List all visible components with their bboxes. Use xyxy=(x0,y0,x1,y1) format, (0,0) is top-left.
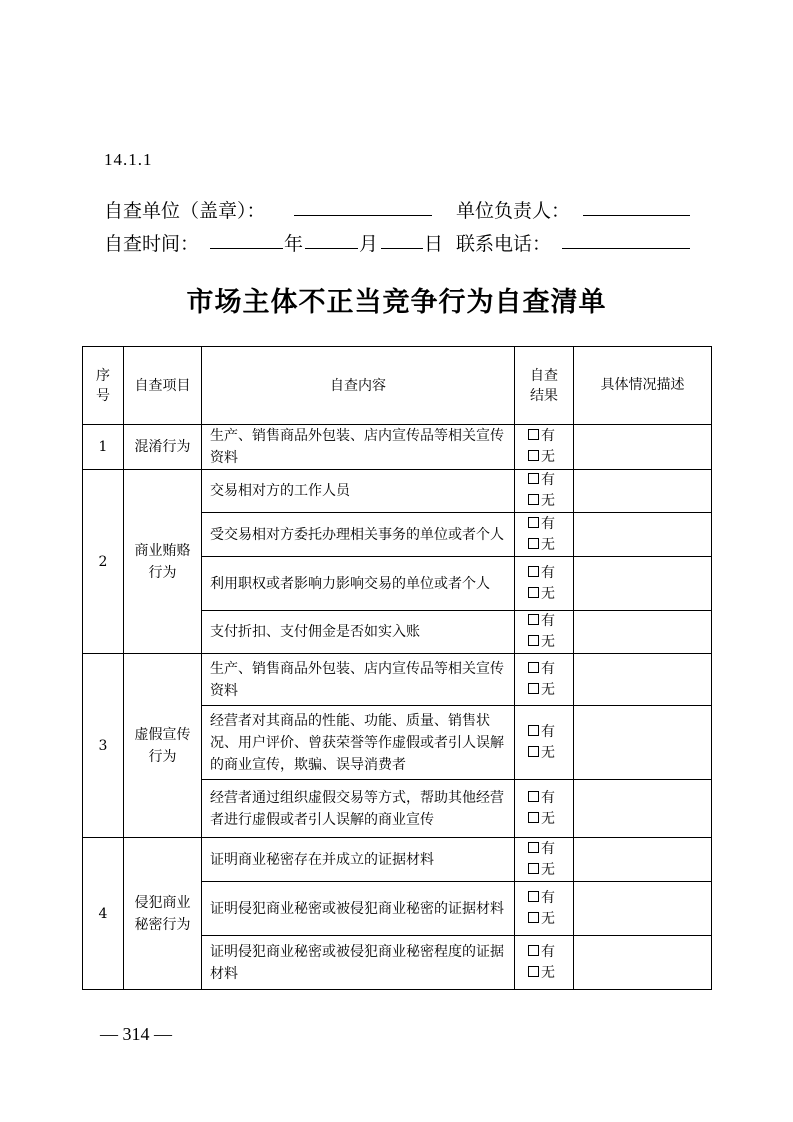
leader-blank[interactable] xyxy=(583,215,690,216)
result-option-no[interactable] xyxy=(528,743,573,764)
checklist-table xyxy=(82,346,712,990)
year-blank[interactable] xyxy=(210,248,283,249)
row-description[interactable] xyxy=(574,425,712,470)
time-label: 自查时间： xyxy=(104,233,200,255)
row-description[interactable] xyxy=(574,470,712,513)
option-label: 有 xyxy=(541,515,555,532)
row-item-text: 混淆行为 xyxy=(134,439,191,455)
result-option-yes[interactable] xyxy=(528,788,573,809)
row-description[interactable] xyxy=(574,706,712,780)
result-option-no[interactable] xyxy=(528,447,573,468)
result-option-no[interactable] xyxy=(528,584,573,605)
result-option-yes[interactable] xyxy=(528,888,573,909)
checkbox-icon[interactable] xyxy=(528,635,539,646)
option-label: 有 xyxy=(541,472,555,488)
checkbox-icon[interactable] xyxy=(528,473,539,484)
row-result xyxy=(515,936,574,990)
header-content: 自查内容 xyxy=(202,347,515,425)
checkbox-icon[interactable] xyxy=(528,842,539,853)
result-option-yes[interactable] xyxy=(528,659,573,680)
row-description[interactable] xyxy=(574,780,712,838)
header-seq xyxy=(83,347,124,425)
header-result-text: 自查结果 xyxy=(530,367,558,404)
result-option-yes[interactable] xyxy=(528,563,573,584)
row-content: 证明侵犯商业秘密或被侵犯商业秘密程度的证据材料 xyxy=(202,936,515,990)
result-option-yes[interactable] xyxy=(528,426,573,447)
checkbox-icon[interactable] xyxy=(528,517,539,528)
row-result xyxy=(515,838,574,882)
day-label: 日 xyxy=(424,233,444,255)
checkbox-icon[interactable] xyxy=(528,683,539,694)
result-option-no[interactable] xyxy=(528,963,573,984)
row-content: 生产、销售商品外包装、店内宣传品等相关宣传资料 xyxy=(202,654,515,706)
option-label: 有 xyxy=(541,943,555,960)
option-label: 有 xyxy=(541,789,555,806)
row-result xyxy=(515,425,574,470)
row-description[interactable] xyxy=(574,557,712,611)
option-label: 无 xyxy=(541,810,555,827)
row-result xyxy=(515,470,574,513)
year-label: 年 xyxy=(284,233,304,255)
result-option-yes[interactable] xyxy=(528,839,573,860)
option-label: 有 xyxy=(541,889,555,906)
option-label: 无 xyxy=(541,536,555,553)
row-result xyxy=(515,654,574,706)
page-number: — 314 — xyxy=(100,1024,172,1044)
checkbox-icon[interactable] xyxy=(528,863,539,874)
result-option-no[interactable] xyxy=(528,491,573,512)
table-body xyxy=(83,425,712,990)
row-seq: 1 xyxy=(83,425,124,470)
option-label: 无 xyxy=(541,493,555,509)
header-row xyxy=(83,347,712,425)
checkbox-icon[interactable] xyxy=(528,429,539,440)
checkbox-icon[interactable] xyxy=(528,662,539,673)
section-number: 14.1.1 xyxy=(104,150,153,169)
result-option-no[interactable] xyxy=(528,535,573,556)
checkbox-icon[interactable] xyxy=(528,566,539,577)
document-title: 市场主体不正当竞争行为自查清单 xyxy=(186,287,607,318)
row-content: 证明侵犯商业秘密或被侵犯商业秘密的证据材料 xyxy=(202,882,515,936)
checkbox-icon[interactable] xyxy=(528,791,539,802)
header-desc: 具体情况描述 xyxy=(574,347,712,425)
row-description[interactable] xyxy=(574,838,712,882)
month-label: 月 xyxy=(359,233,379,255)
checkbox-icon[interactable] xyxy=(528,746,539,757)
checkbox-icon[interactable] xyxy=(528,891,539,902)
table-row xyxy=(83,838,712,882)
option-label: 无 xyxy=(541,681,555,698)
option-label: 有 xyxy=(541,723,555,740)
row-seq: 2 xyxy=(83,470,124,654)
row-result xyxy=(515,611,574,654)
row-content: 生产、销售商品外包装、店内宣传品等相关宣传资料 xyxy=(202,425,515,470)
table-row xyxy=(83,654,712,706)
checkbox-icon[interactable] xyxy=(528,614,539,625)
option-label: 有 xyxy=(541,428,555,444)
option-label: 有 xyxy=(541,613,555,629)
row-content: 经营者通过组织虚假交易等方式，帮助其他经营者进行虚假或者引人误解的商业宣传 xyxy=(202,780,515,838)
header-seq-text: 序号 xyxy=(96,367,110,404)
result-option-no[interactable] xyxy=(528,680,573,701)
option-label: 无 xyxy=(541,744,555,761)
row-description[interactable] xyxy=(574,654,712,706)
option-label: 无 xyxy=(541,449,555,465)
row-seq: 3 xyxy=(83,654,124,838)
result-option-yes[interactable] xyxy=(528,611,573,632)
row-item xyxy=(124,425,202,470)
row-result xyxy=(515,780,574,838)
row-result xyxy=(515,557,574,611)
row-description[interactable] xyxy=(574,936,712,990)
option-label: 无 xyxy=(541,910,555,927)
unit-blank[interactable] xyxy=(294,215,432,216)
option-label: 有 xyxy=(541,840,555,857)
result-option-no[interactable] xyxy=(528,860,573,881)
month-blank[interactable] xyxy=(305,248,358,249)
row-description[interactable] xyxy=(574,882,712,936)
row-item xyxy=(124,470,202,654)
table-row xyxy=(83,425,712,470)
row-content: 利用职权或者影响力影响交易的单位或者个人 xyxy=(202,557,515,611)
option-label: 无 xyxy=(541,634,555,650)
row-result xyxy=(515,706,574,780)
row-item xyxy=(124,654,202,838)
row-content: 受交易相对方委托办理相关事务的单位或者个人 xyxy=(202,513,515,557)
result-option-yes[interactable] xyxy=(528,942,573,963)
option-label: 无 xyxy=(541,585,555,602)
unit-label: 自查单位（盖章）： xyxy=(104,200,266,222)
row-item-text: 侵犯商业秘密行为 xyxy=(134,894,191,933)
option-label: 无 xyxy=(541,964,555,981)
checkbox-icon[interactable] xyxy=(528,912,539,923)
result-option-no[interactable] xyxy=(528,809,573,830)
row-item-text: 商业贿赂行为 xyxy=(134,542,191,581)
option-label: 有 xyxy=(541,660,555,677)
row-item xyxy=(124,838,202,990)
row-result xyxy=(515,513,574,557)
result-option-yes[interactable] xyxy=(528,470,573,491)
row-content: 交易相对方的工作人员 xyxy=(202,470,515,513)
result-option-yes[interactable] xyxy=(528,514,573,535)
row-description[interactable] xyxy=(574,513,712,557)
phone-blank[interactable] xyxy=(562,248,690,249)
row-content: 经营者对其商品的性能、功能、质量、销售状况、用户评价、曾获荣誉等作虚假或者引人误解的商业宣传，欺骗、误导消费者 xyxy=(202,706,515,780)
result-option-no[interactable] xyxy=(528,632,573,653)
checkbox-icon[interactable] xyxy=(528,725,539,736)
row-seq: 4 xyxy=(83,838,124,990)
row-content: 证明商业秘密存在并成立的证据材料 xyxy=(202,838,515,882)
result-option-no[interactable] xyxy=(528,909,573,930)
result-option-yes[interactable] xyxy=(528,722,573,743)
row-content: 支付折扣、支付佣金是否如实入账 xyxy=(202,611,515,654)
row-item-text: 虚假宣传行为 xyxy=(134,726,191,765)
checkbox-icon[interactable] xyxy=(528,494,539,505)
table-row xyxy=(83,470,712,513)
header-result xyxy=(515,347,574,425)
leader-label: 单位负责人： xyxy=(456,200,571,222)
option-label: 无 xyxy=(541,861,555,878)
phone-label: 联系电话： xyxy=(456,233,552,255)
checkbox-icon[interactable] xyxy=(528,966,539,977)
day-blank[interactable] xyxy=(381,248,423,249)
checkbox-icon[interactable] xyxy=(528,945,539,956)
checkbox-icon[interactable] xyxy=(528,450,539,461)
header-item: 自查项目 xyxy=(124,347,202,425)
checkbox-icon[interactable] xyxy=(528,812,539,823)
option-label: 有 xyxy=(541,564,555,581)
row-description[interactable] xyxy=(574,611,712,654)
checkbox-icon[interactable] xyxy=(528,538,539,549)
checkbox-icon[interactable] xyxy=(528,587,539,598)
row-result xyxy=(515,882,574,936)
